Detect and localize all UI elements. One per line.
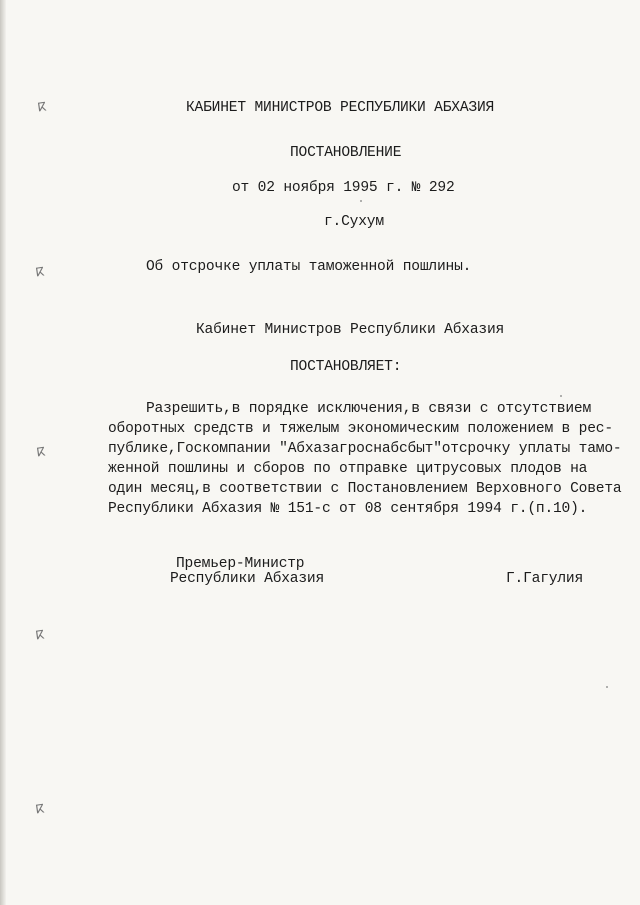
body-line: оборотных средств и тяжелым экономическим положением в рес- <box>108 421 613 437</box>
body-line: Республики Абхазия № 151-с от 08 сентября 1994 г.(п.10). <box>108 501 588 517</box>
organization-title: КАБИНЕТ МИНИСТРОВ РЕСПУБЛИКИ АБХАЗИЯ <box>186 100 495 116</box>
binding-mark: ⴽ <box>36 444 47 460</box>
binding-mark: ⴽ <box>35 801 46 817</box>
body-line: публике,Госкомпании "Абхазагроснабсбыт"отсрочку уплаты тамо- <box>108 441 622 457</box>
document-type: ПОСТАНОВЛЕНИЕ <box>290 145 402 161</box>
binding-mark: ⴽ <box>37 99 48 115</box>
document-subject: Об отсрочке уплаты таможенной пошлины. <box>146 259 472 275</box>
scan-edge <box>0 0 6 905</box>
body-line: женной пошлины и сборов по отправке цитрусовых плодов на <box>108 461 588 477</box>
scan-speck <box>606 686 608 688</box>
signatory-title-line2: Республики Абхазия <box>170 571 325 587</box>
binding-mark: ⴽ <box>35 627 46 643</box>
body-line: один месяц,в соответствии с Постановлением Верховного Совета <box>108 481 622 497</box>
scan-speck <box>560 395 562 397</box>
document-date-number: от 02 ноября 1995 г. № 292 <box>232 180 455 196</box>
document-place: г.Сухум <box>324 214 384 230</box>
scan-speck <box>360 200 362 202</box>
resolves-heading: ПОСТАНОВЛЯЕТ: <box>290 359 402 375</box>
body-line: Разрешить,в порядке исключения,в связи с отсутствием <box>146 401 591 417</box>
binding-mark: ⴽ <box>35 264 46 280</box>
signatory-title: Премьер-Министр <box>176 556 305 572</box>
preamble: Кабинет Министров Республики Абхазия <box>196 322 505 338</box>
signatory-name: Г.Гагулия <box>506 571 584 587</box>
